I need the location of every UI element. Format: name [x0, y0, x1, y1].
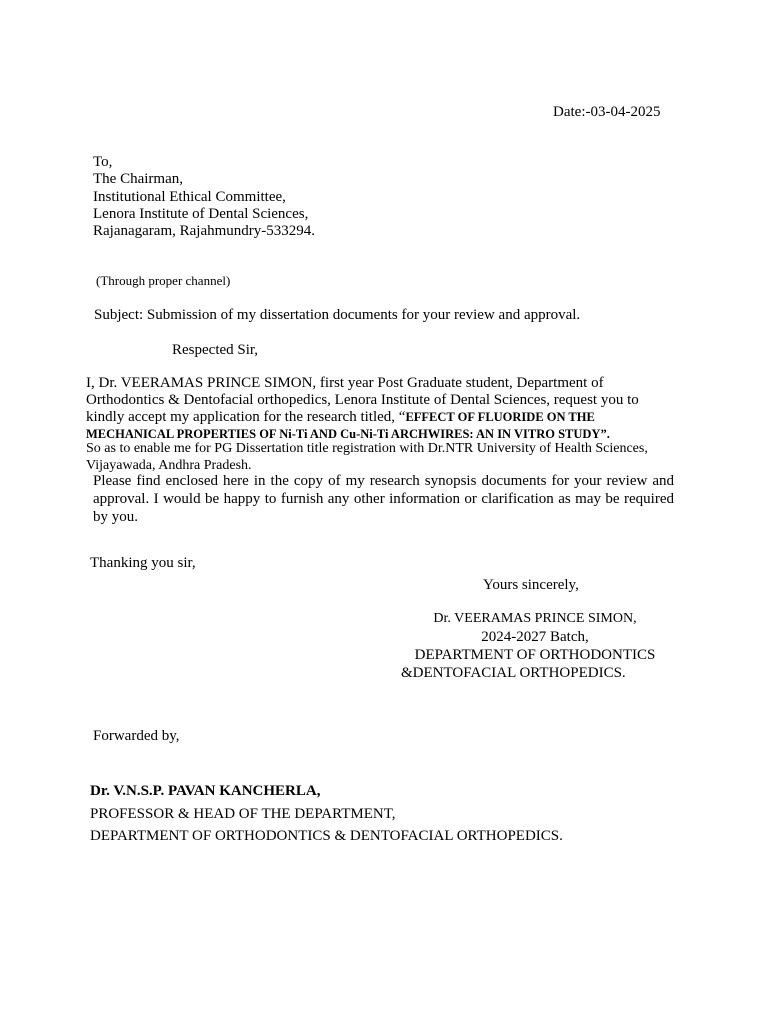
body-paragraph [86, 375, 676, 443]
forwarder-block [90, 780, 563, 848]
thanking-line: Thanking you sir, [90, 555, 196, 571]
forwarder-department: DEPARTMENT OF ORTHODONTICS & DENTOFACIAL ORTHOPEDICS. [90, 828, 563, 844]
signatory-department-line-2: &DENTOFACIAL ORTHOPEDICS. [401, 665, 626, 681]
letter-subject: Subject: Submission of my dissertation documents for your review and approval. [94, 307, 581, 323]
forwarder-name: Dr. V.N.S.P. PAVAN KANCHERLA, [90, 783, 321, 799]
registration-paragraph: So as to enable me for PG Dissertation title registration with Dr.NTR University of Health Sciences, Vijayawada, Andhra Pradesh. [86, 441, 648, 473]
forwarded-by-label: Forwarded by, [93, 728, 180, 744]
signatory-name: Dr. VEERAMAS PRINCE SIMON, [433, 611, 637, 626]
address-line-3: Lenora Institute of Dental Sciences, [93, 205, 309, 222]
research-title: EFFECT OF FLUORIDE ON THE MECHANICAL PROPERTIES OF Ni-Ti AND Cu-Ni-Ti ARCHWIRES: AN IN VITRO STUDY”. [86, 410, 610, 441]
recipient-address [93, 154, 315, 240]
address-to: To, [93, 154, 113, 170]
signatory-batch: 2024-2027 Batch, [481, 629, 589, 645]
signatory-department-line-1: DEPARTMENT OF ORTHODONTICS [414, 647, 656, 663]
enclosed-paragraph: Please find enclosed here in the copy of my research synopsis documents for your review and approval. I would be happy to furnish any other information or clarification as may be required by you. [93, 473, 674, 525]
yours-sincerely: Yours sincerely, [483, 577, 579, 593]
through-channel-note: (Through proper channel) [96, 273, 231, 288]
address-line-1: The Chairman, [93, 171, 183, 188]
signature-block [395, 610, 675, 682]
letter-date: Date:-03-04-2025 [553, 104, 661, 120]
address-line-2: Institutional Ethical Committee, [93, 188, 286, 205]
body-intro: I, Dr. VEERAMAS PRINCE SIMON, first year Post Graduate student, Department of Orthodontics & Dentofacial orthopedics, Lenora Institute of Dental Sciences, request you to kindly accept my application for the research titled, “ [86, 375, 639, 425]
salutation: Respected Sir, [172, 342, 259, 358]
forwarder-role: PROFESSOR & HEAD OF THE DEPARTMENT, [90, 805, 396, 822]
address-line-4: Rajanagaram, Rajahmundry-533294. [93, 223, 316, 240]
